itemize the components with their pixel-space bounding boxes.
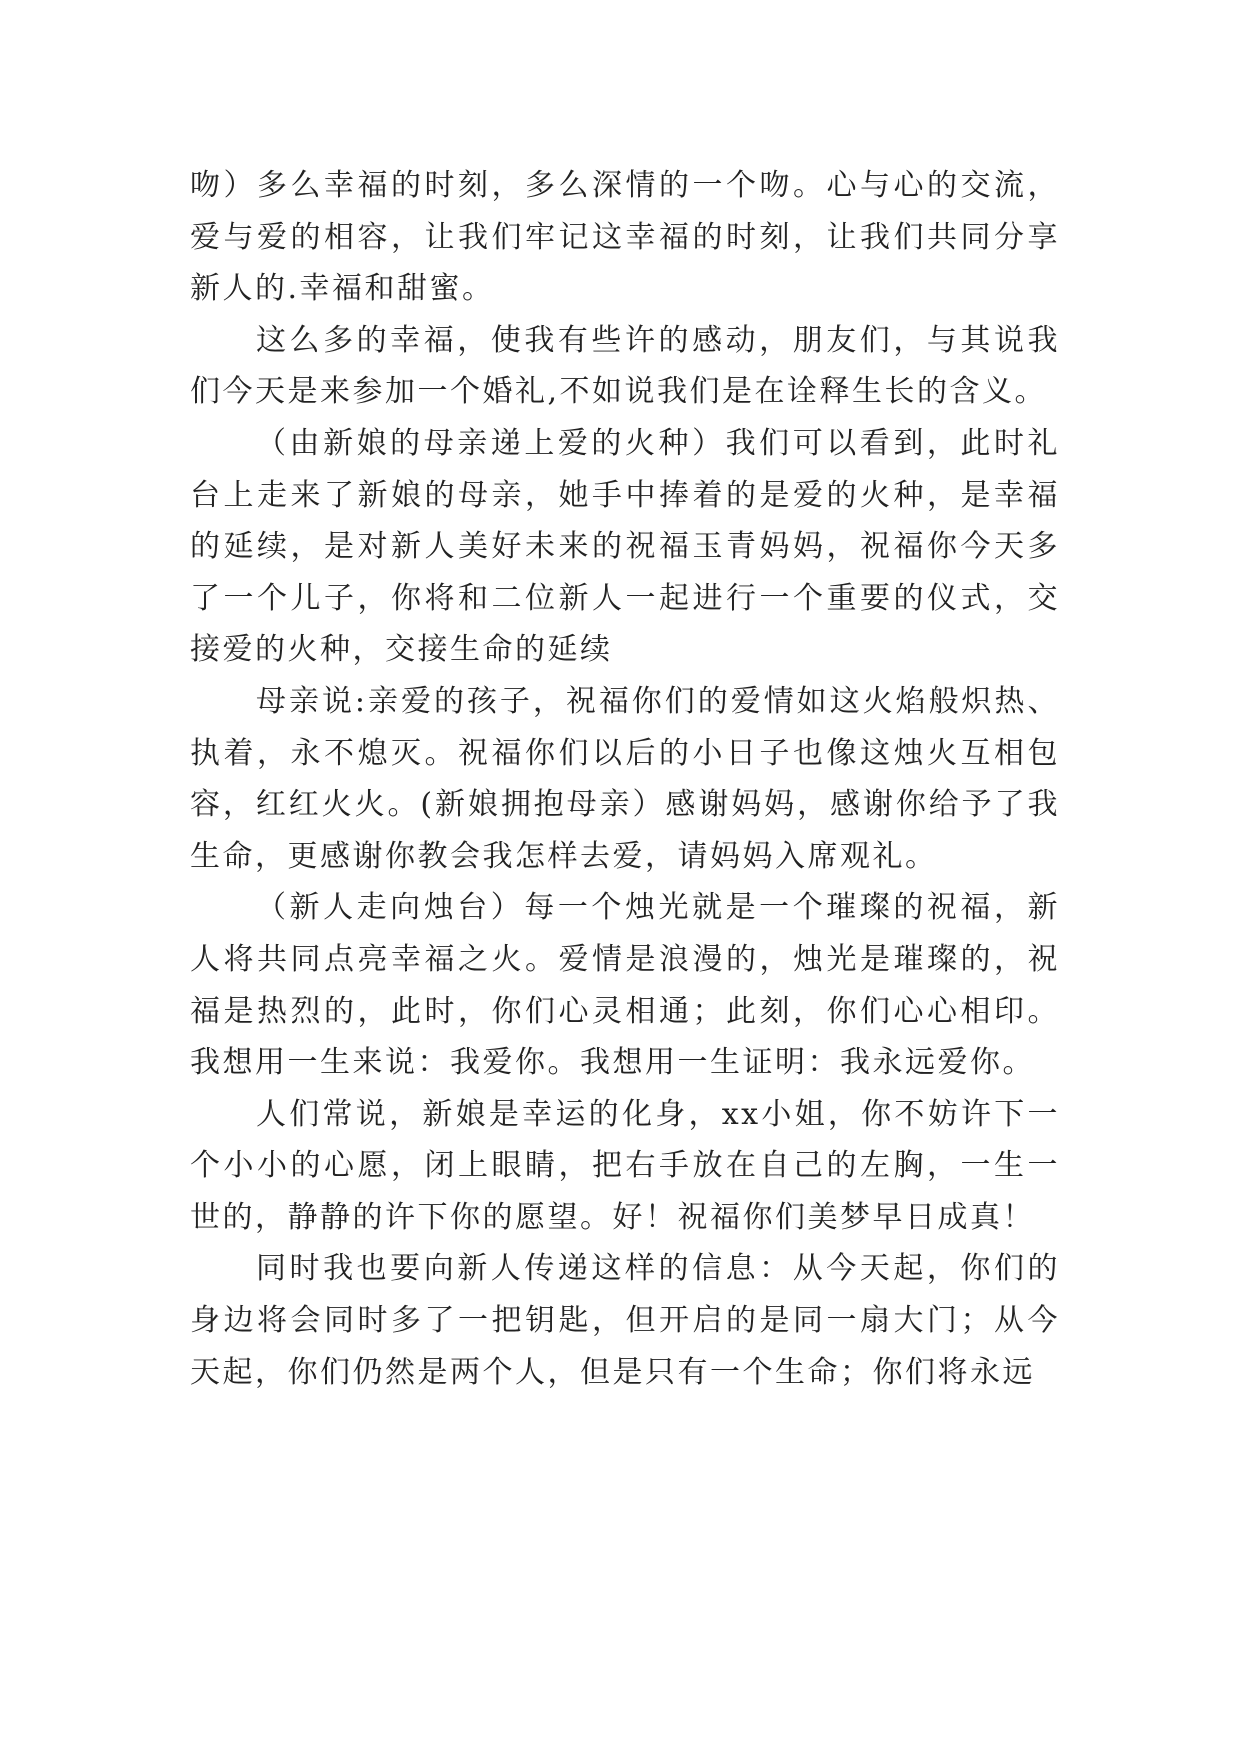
paragraph-2: 这么多的幸福，使我有些许的感动，朋友们，与其说我们今天是来参加一个婚礼,不如说我们是在诠释生长的含义。 — [190, 322, 1060, 410]
paragraph-7: 同时我也要向新人传递这样的信息：从今天起，你们的身边将会同时多了一把钥匙，但开启的是同一扇大门；从今天起，你们仍然是两个人，但是只有一个生命；你们将永远 — [190, 1251, 1060, 1390]
paragraph-1: 吻）多么幸福的时刻，多么深情的一个吻。心与心的交流，爱与爱的相容，让我们牢记这幸福的时刻，让我们共同分享新人的.幸福和甜蜜。 — [190, 168, 1060, 307]
paragraph-3: （由新娘的母亲递上爱的火种）我们可以看到，此时礼台上走来了新娘的母亲，她手中捧着的是爱的火种，是幸福的延续，是对新人美好未来的祝福玉青妈妈，祝福你今天多了一个儿子，你将和二位新人一起进行一个重要的仪式，交接爱的火种，交接生命的延续 — [190, 425, 1060, 668]
paragraph-4: 母亲说:亲爱的孩子，祝福你们的爱情如这火焰般炽热、执着，永不熄灭。祝福你们以后的小日子也像这烛火互相包容，红红火火。(新娘拥抱母亲）感谢妈妈，感谢你给予了我生命，更感谢你教会我怎样去爱，请妈妈入席观礼。 — [190, 683, 1060, 874]
paragraph-6: 人们常说，新娘是幸运的化身，xx小姐，你不妨许下一个小小的心愿，闭上眼睛，把右手放在自己的左胸，一生一世的，静静的许下你的愿望。好！祝福你们美梦早日成真！ — [190, 1096, 1060, 1235]
body-text — [190, 160, 1060, 1398]
paragraph-5: （新人走向烛台）每一个烛光就是一个璀璨的祝福，新人将共同点亮幸福之火。爱情是浪漫的，烛光是璀璨的，祝福是热烈的，此时，你们心灵相通；此刻，你们心心相印。我想用一生来说：我爱你。我想用一生证明：我永远爱你。 — [190, 890, 1060, 1081]
